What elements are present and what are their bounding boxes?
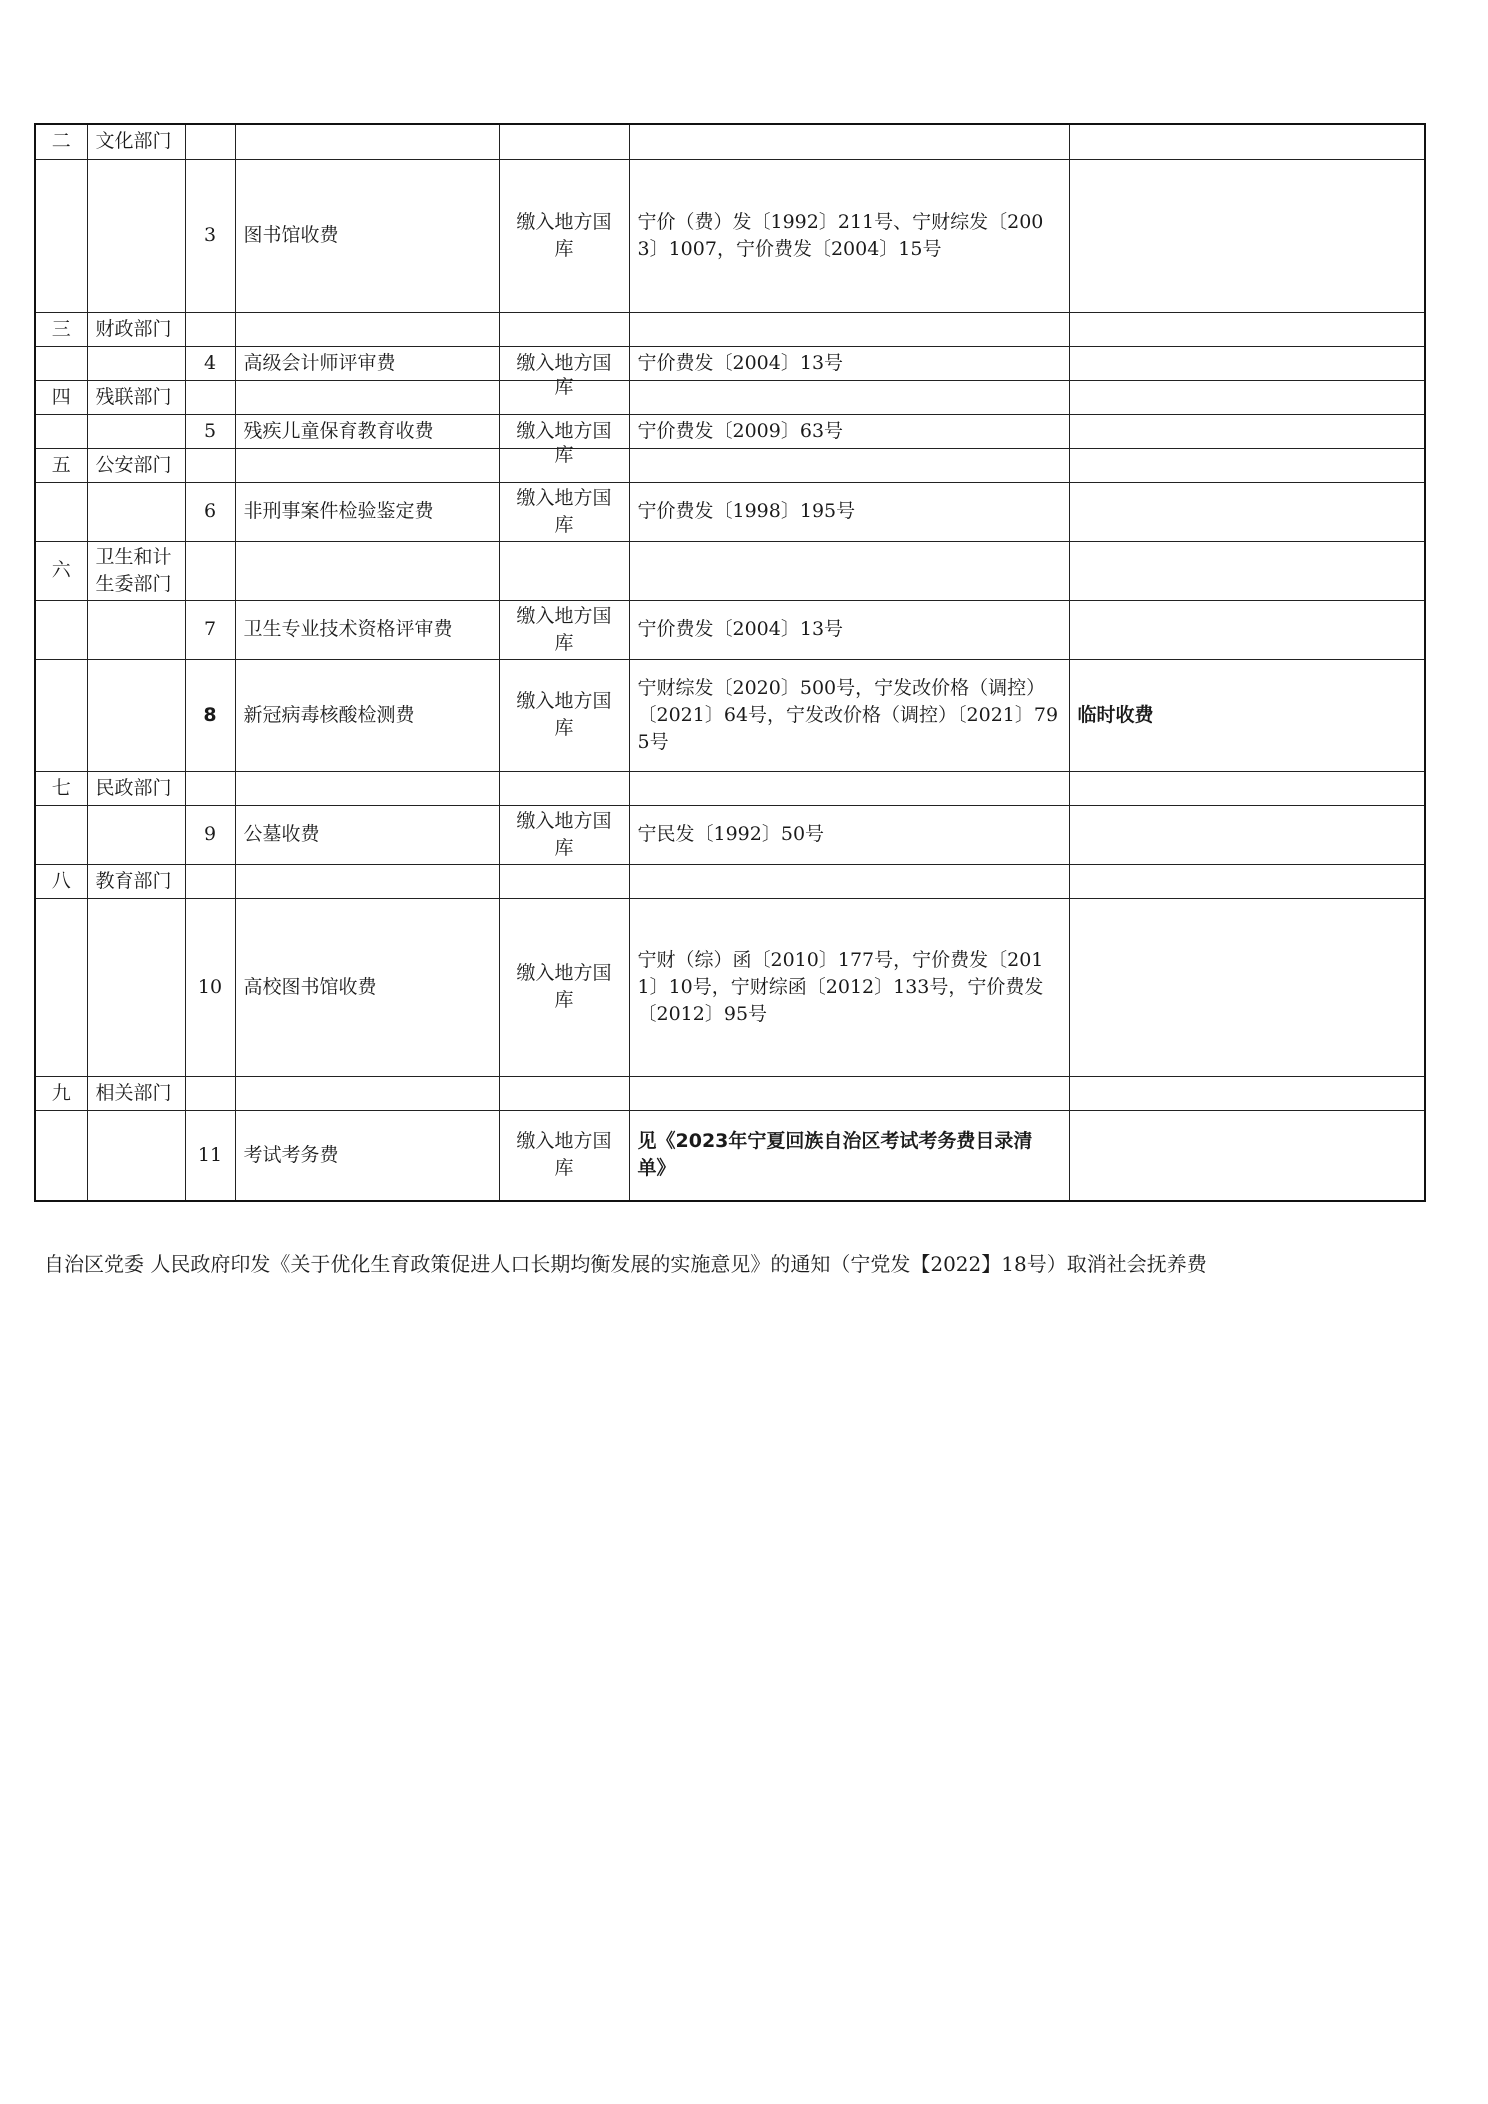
section-index: 七 bbox=[35, 771, 87, 805]
section-index: 二 bbox=[35, 124, 87, 159]
section-department: 残联部门 bbox=[87, 380, 185, 414]
item-name: 新冠病毒核酸检测费 bbox=[235, 659, 499, 771]
item-row bbox=[35, 414, 1425, 448]
section-row bbox=[35, 448, 1425, 482]
section-index: 八 bbox=[35, 864, 87, 898]
item-note bbox=[1069, 805, 1425, 864]
item-basis: 宁价费发〔2004〕13号 bbox=[629, 600, 1069, 659]
item-treasury bbox=[499, 414, 629, 466]
item-seq: 7 bbox=[185, 600, 235, 659]
section-department: 公安部门 bbox=[87, 448, 185, 482]
item-seq: 11 bbox=[185, 1110, 235, 1201]
item-name: 高级会计师评审费 bbox=[235, 346, 499, 380]
item-row bbox=[35, 659, 1425, 771]
item-row bbox=[35, 159, 1425, 312]
fee-table bbox=[34, 123, 1426, 1202]
item-name: 图书馆收费 bbox=[235, 159, 499, 312]
item-treasury: 缴入地方国库 bbox=[499, 159, 629, 312]
item-seq: 5 bbox=[185, 414, 235, 448]
item-row bbox=[35, 805, 1425, 864]
item-name: 高校图书馆收费 bbox=[235, 898, 499, 1076]
item-treasury: 缴入地方国库 bbox=[499, 898, 629, 1076]
item-treasury: 缴入地方国库 bbox=[499, 600, 629, 659]
item-note bbox=[1069, 482, 1425, 541]
item-treasury: 缴入地方国库 bbox=[499, 659, 629, 771]
item-name: 卫生专业技术资格评审费 bbox=[235, 600, 499, 659]
item-treasury-text: 缴入地方国库 bbox=[516, 352, 612, 398]
item-treasury bbox=[499, 346, 629, 398]
item-name: 残疾儿童保育教育收费 bbox=[235, 414, 499, 448]
section-index: 五 bbox=[35, 448, 87, 482]
item-row bbox=[35, 898, 1425, 1076]
section-department: 民政部门 bbox=[87, 771, 185, 805]
item-note bbox=[1069, 898, 1425, 1076]
section-row bbox=[35, 1076, 1425, 1110]
section-row bbox=[35, 380, 1425, 414]
item-treasury-text: 缴入地方国库 bbox=[516, 420, 612, 466]
item-seq: 3 bbox=[185, 159, 235, 312]
section-department: 财政部门 bbox=[87, 312, 185, 346]
section-index: 六 bbox=[35, 541, 87, 600]
item-basis: 见《2023年宁夏回族自治区考试考务费目录清单》 bbox=[629, 1110, 1069, 1201]
section-row bbox=[35, 864, 1425, 898]
item-seq: 8 bbox=[185, 659, 235, 771]
item-name: 公墓收费 bbox=[235, 805, 499, 864]
item-basis: 宁财综发〔2020〕500号，宁发改价格（调控）〔2021〕64号，宁发改价格（调控）〔2021〕795号 bbox=[629, 659, 1069, 771]
item-treasury: 缴入地方国库 bbox=[499, 482, 629, 541]
section-index: 九 bbox=[35, 1076, 87, 1110]
item-note bbox=[1069, 600, 1425, 659]
section-row bbox=[35, 541, 1425, 600]
item-name: 非刑事案件检验鉴定费 bbox=[235, 482, 499, 541]
section-row bbox=[35, 124, 1425, 159]
item-treasury: 缴入地方国库 bbox=[499, 805, 629, 864]
item-basis: 宁价费发〔1998〕195号 bbox=[629, 482, 1069, 541]
item-row bbox=[35, 346, 1425, 380]
section-department: 卫生和计生委部门 bbox=[87, 541, 185, 600]
section-department: 文化部门 bbox=[87, 124, 185, 159]
section-index: 四 bbox=[35, 380, 87, 414]
item-basis: 宁价（费）发〔1992〕211号、宁财综发〔2003〕1007，宁价费发〔2004〕15号 bbox=[629, 159, 1069, 312]
item-note bbox=[1069, 346, 1425, 380]
item-row bbox=[35, 1110, 1425, 1201]
item-seq: 9 bbox=[185, 805, 235, 864]
item-note bbox=[1069, 1110, 1425, 1201]
item-treasury: 缴入地方国库 bbox=[499, 1110, 629, 1201]
section-index: 三 bbox=[35, 312, 87, 346]
item-name: 考试考务费 bbox=[235, 1110, 499, 1201]
item-seq: 10 bbox=[185, 898, 235, 1076]
item-seq: 6 bbox=[185, 482, 235, 541]
item-basis: 宁民发〔1992〕50号 bbox=[629, 805, 1069, 864]
item-basis: 宁价费发〔2009〕63号 bbox=[629, 414, 1069, 448]
section-row bbox=[35, 771, 1425, 805]
item-note: 临时收费 bbox=[1069, 659, 1425, 771]
item-note bbox=[1069, 414, 1425, 448]
item-note bbox=[1069, 159, 1425, 312]
item-row bbox=[35, 482, 1425, 541]
section-department: 相关部门 bbox=[87, 1076, 185, 1110]
item-row bbox=[35, 600, 1425, 659]
section-department: 教育部门 bbox=[87, 864, 185, 898]
item-basis: 宁财（综）函〔2010〕177号，宁价费发〔2011〕10号，宁财综函〔2012〕133号，宁价费发〔2012〕95号 bbox=[629, 898, 1069, 1076]
footnote: 自治区党委 人民政府印发《关于优化生育政策促进人口长期均衡发展的实施意见》的通知（宁党发【2022】18号）取消社会抚养费 bbox=[44, 1252, 1207, 1276]
item-basis: 宁价费发〔2004〕13号 bbox=[629, 346, 1069, 380]
item-seq: 4 bbox=[185, 346, 235, 380]
section-row bbox=[35, 312, 1425, 346]
